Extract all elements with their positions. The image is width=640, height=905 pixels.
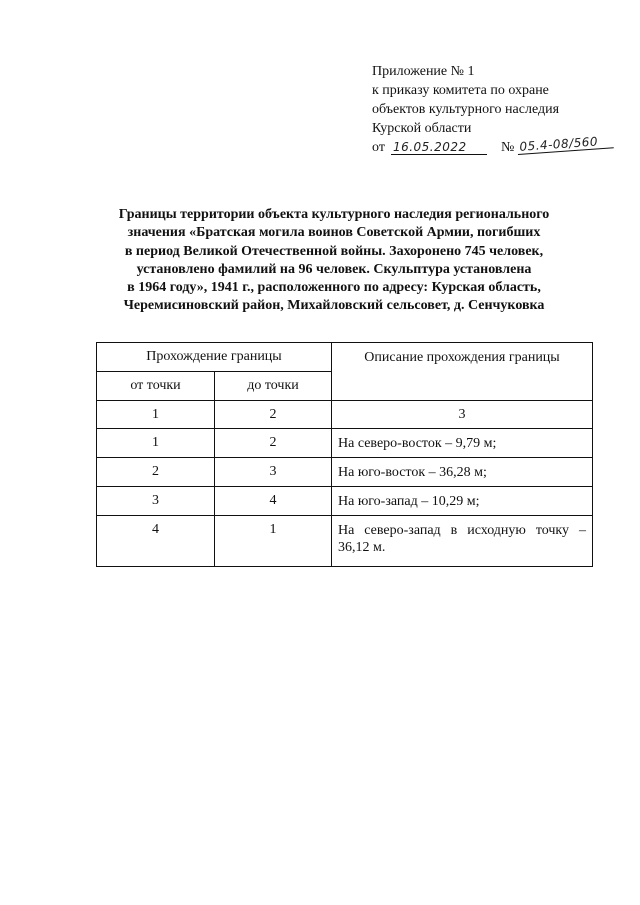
cell-from: 3 <box>97 487 215 516</box>
title-line: Черемисиновский район, Михайловский сельсовет, д. Сенчуковка <box>123 298 545 314</box>
header-boundary-description: Описание прохождения границы <box>332 343 593 401</box>
column-number: 1 <box>97 401 215 429</box>
cell-from: 4 <box>97 516 215 567</box>
table-row <box>97 429 593 458</box>
column-number: 2 <box>215 401 332 429</box>
cell-from: 2 <box>97 458 215 487</box>
title-line: значения «Братская могила воинов Советской Армии, погибших <box>127 225 541 241</box>
header-to-point: до точки <box>215 372 332 401</box>
boundary-table <box>96 342 593 567</box>
appendix-date-number-line <box>372 134 622 157</box>
cell-to: 1 <box>215 516 332 567</box>
table-header-row <box>97 343 593 372</box>
cell-description: На юго-запад – 10,29 м; <box>332 487 593 516</box>
title-line: в период Великой Отечественной войны. Захоронено 745 человек, <box>124 243 544 259</box>
table-row <box>97 516 593 567</box>
cell-description: На северо-запад в исходную точку – 36,12 м. <box>332 516 593 567</box>
appendix-block <box>372 62 622 157</box>
column-number: 3 <box>332 401 593 429</box>
handwritten-date: 16.05.2022 <box>391 140 487 155</box>
cell-to: 3 <box>215 458 332 487</box>
cell-description: На юго-восток – 36,28 м; <box>332 458 593 487</box>
appendix-order-line: к приказу комитета по охране <box>372 83 549 98</box>
title-line: установлено фамилий на 96 человек. Скульптура установлена <box>136 261 532 277</box>
cell-description: На северо-восток – 9,79 м; <box>332 429 593 458</box>
number-label: № <box>500 140 515 155</box>
appendix-heading: Приложение № 1 <box>372 64 475 79</box>
header-from-point: от точки <box>97 372 215 401</box>
title-line: в 1964 году», 1941 г., расположенного по адресу: Курская область, <box>127 280 541 296</box>
cell-to: 2 <box>215 429 332 458</box>
cell-from: 1 <box>97 429 215 458</box>
title-line: Границы территории объекта культурного наследия регионального <box>118 207 550 222</box>
document-title <box>96 206 572 316</box>
header-boundary-passage: Прохождение границы <box>97 343 332 372</box>
table-row <box>97 458 593 487</box>
column-number-row <box>97 401 593 429</box>
table-row <box>97 487 593 516</box>
from-label: от <box>372 140 385 155</box>
appendix-committee-line: объектов культурного наследия <box>372 102 560 117</box>
appendix-region-line: Курской области <box>372 121 472 136</box>
cell-to: 4 <box>215 487 332 516</box>
handwritten-order-number: 05.4-08/560 <box>517 133 614 155</box>
